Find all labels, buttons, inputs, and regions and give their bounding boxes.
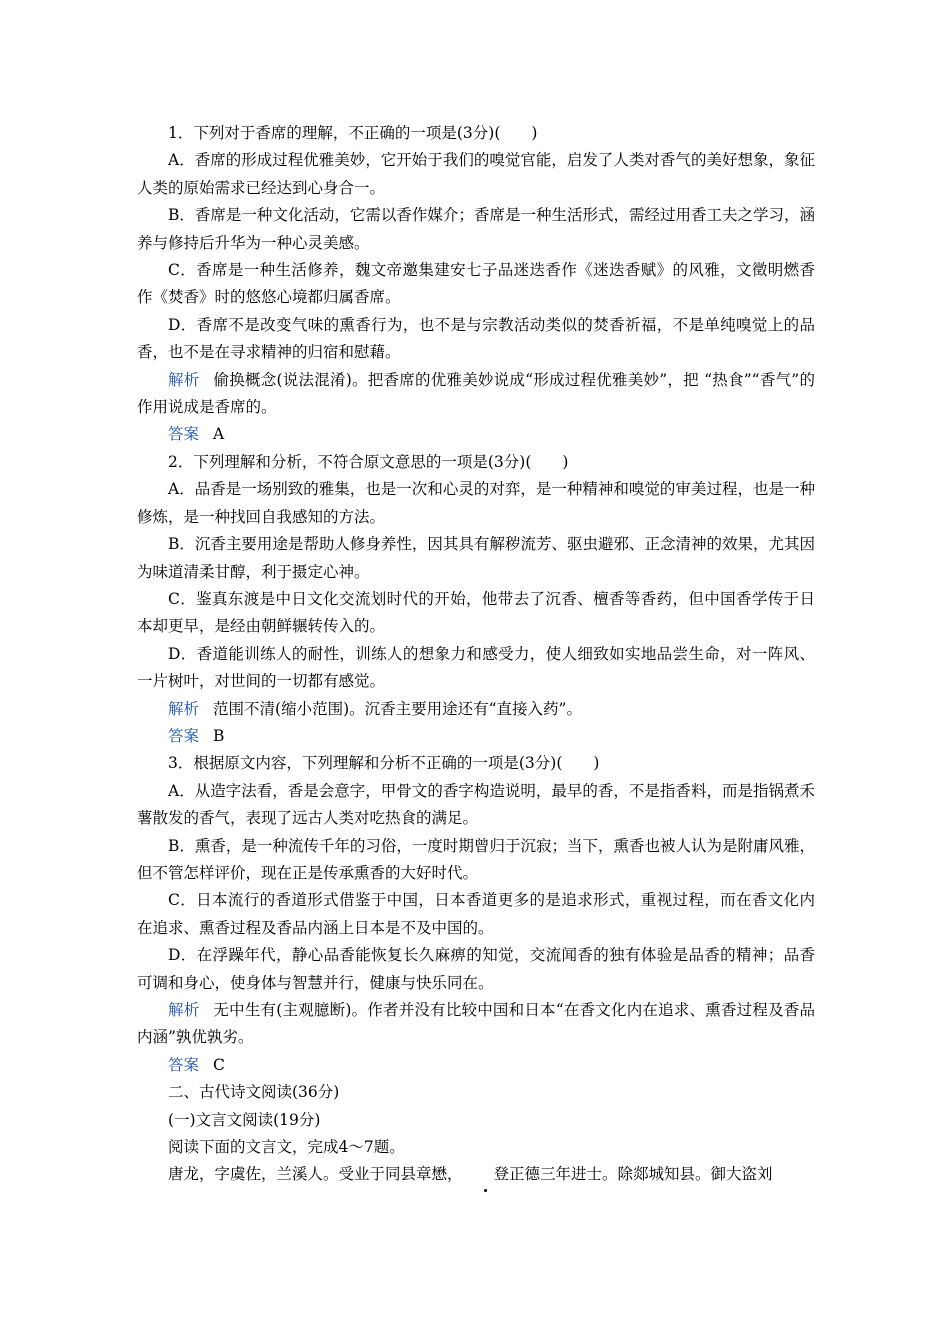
- question-2-answer: [137, 723, 815, 750]
- analysis-label: 解析: [168, 370, 200, 389]
- question-3-analysis: [137, 997, 815, 1052]
- question-1-analysis: [137, 367, 815, 422]
- question-1-option-d: D．香席不是改变气味的熏香行为，也不是与宗教活动类似的焚香祈福，不是单纯嗅觉上的品香，也不是在寻求精神的归宿和慰藉。: [137, 315, 815, 362]
- emphasized-character: 登: [463, 1161, 510, 1188]
- question-3-option-c: C．日本流行的香道形式借鉴于中国，日本香道更多的是追求形式，重视过程，而在香文化内在追求、熏香过程及香品内涵上日本是不及中国的。: [137, 891, 815, 937]
- question-2-option-b: B．沉香主要用途是帮助人修身养性，因其具有解秽流芳、驱虫避邪、正念清神的效果，尤其因为味道清柔甘醇，利于摄定心神。: [137, 535, 815, 581]
- answer-text: B: [213, 726, 225, 745]
- answer-label: 答案: [168, 1055, 200, 1074]
- question-3-stem: 3．根据原文内容，下列理解和分析不正确的一项是(3分)( ): [168, 754, 600, 773]
- question-3-option-a: A．从造字法看，香是会意字，甲骨文的香字构造说明，最早的香，不是指香料，而是指锅煮禾薯散发的香气，表现了远古人类对吃热食的满足。: [137, 781, 815, 828]
- analysis-text: 偷换概念(说法混淆)。把香席的优雅美妙说成“形成过程优雅美妙”，把 “热食”“香气”的作用说成是香席的。: [137, 370, 815, 417]
- question-1-option-c: C．香席是一种生活修养，魏文帝邀集建安七子品迷迭香作《迷迭香赋》的风雅，文徵明燃香作《焚香》时的悠悠心境都归属香席。: [137, 261, 815, 307]
- analysis-label: 解析: [168, 699, 200, 718]
- answer-label: 答案: [168, 425, 200, 444]
- section-subheading: (一)文言文阅读(19分): [168, 1110, 321, 1129]
- analysis-label: 解析: [168, 1001, 200, 1019]
- question-1-option-a: A．香席的形成过程优雅美妙，它开始于我们的嗅觉官能，启发了人类对香气的美好想象，象征人类的原始需求已经达到心身合一。: [137, 151, 815, 197]
- document-body: [137, 120, 815, 1189]
- analysis-text: 范围不清(缩小范围)。沉香主要用途还有“直接入药”。: [213, 699, 582, 718]
- question-2-analysis: [137, 696, 815, 723]
- question-3-option-b: B．熏香，是一种流传千年的习俗，一度时期曾归于沉寂；当下，熏香也被人认为是附庸风雅，但不管怎样评价，现在正是传承熏香的大好时代。: [137, 836, 815, 882]
- answer-label: 答案: [168, 726, 200, 745]
- question-1-answer: [137, 421, 815, 448]
- reading-instruction: 阅读下面的文言文，完成4～7题。: [168, 1138, 405, 1157]
- answer-text: A: [213, 425, 225, 444]
- classical-passage: [137, 1161, 815, 1188]
- answer-text: C: [213, 1055, 225, 1074]
- question-2-option-a: A．品香是一场别致的雅集，也是一次和心灵的对弈，是一种精神和嗅觉的审美过程，也是一种修炼，是一种找回自我感知的方法。: [137, 480, 815, 526]
- question-2-option-d: D．香道能训练人的耐性，训练人的想象力和感受力，使人细致如实地品尝生命，对一阵风、一片树叶，对世间的一切都有感觉。: [137, 644, 815, 691]
- question-2-stem: 2．下列理解和分析，不符合原文意思的一项是(3分)( ): [168, 452, 569, 471]
- passage-text-before: 唐龙，字虞佐，兰溪人。受业于同县章懋，: [168, 1165, 463, 1184]
- question-3-option-d: D．在浮躁年代，静心品香能恢复长久麻痹的知觉，交流闻香的独有体验是品香的精神；品香可调和身心，使身体与智慧并行，健康与快乐同在。: [137, 946, 815, 992]
- question-1-stem: 1．下列对于香席的理解，不正确的一项是(3分)( ): [168, 124, 538, 142]
- passage-text-after: 正德三年进士。除郯城知县。御大盗刘: [509, 1165, 773, 1184]
- section-heading: 二、古代诗文阅读(36分): [168, 1083, 340, 1102]
- analysis-text: 无中生有(主观臆断)。作者并没有比较中国和日本“在香文化内在追求、熏香过程及香品内涵”孰优孰劣。: [137, 1001, 815, 1047]
- question-3-answer: [137, 1052, 815, 1079]
- question-1-option-b: B．香席是一种文化活动，它需以香作媒介；香席是一种生活形式，需经过用香工夫之学习，涵养与修持后升华为一种心灵美感。: [137, 206, 815, 252]
- question-2-option-c: C．鉴真东渡是中日文化交流划时代的开始，他带去了沉香、檀香等香药，但中国香学传于日本却更早，是经由朝鲜辗转传入的。: [137, 589, 815, 636]
